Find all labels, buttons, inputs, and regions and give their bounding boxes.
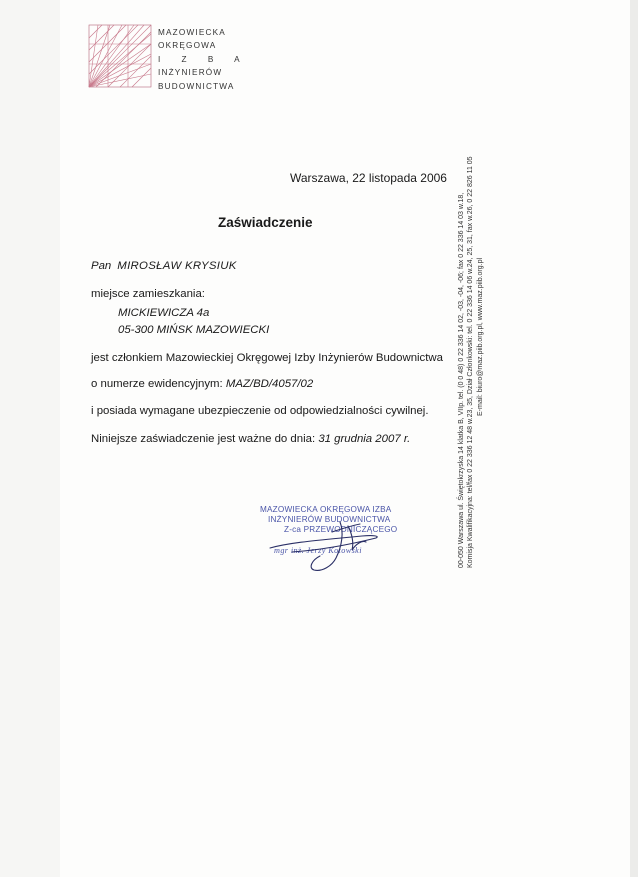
recipient-line xyxy=(91,260,237,272)
contact-phone-line: Komisja Kwalifikacyjna: tel/fax 0 22 336 12 48 w.23, 35, Dział Członkowski: tel. 0 22 336 14 06 w.24, 25, 31, fax w.26, 0 22 826 11 05 xyxy=(467,156,474,568)
chamber-logo-text xyxy=(158,26,249,93)
membership-statement: jest członkiem Mazowieckiej Okręgowej Izby Inżynierów Budownictwa xyxy=(91,352,443,364)
document-title: Zaświadczenie xyxy=(218,215,313,230)
scan-margin-left xyxy=(0,0,60,877)
validity-label: Niniejsze zaświadczenie jest ważne do dnia: xyxy=(91,433,316,445)
logo-line-1: MAZOWIECKA xyxy=(158,28,226,37)
recipient-label: Pan xyxy=(91,260,112,272)
handwritten-signature xyxy=(262,512,392,576)
logo-line-2: OKRĘGOWA xyxy=(158,41,217,51)
registration-label: o numerze ewidencyjnym: xyxy=(91,378,223,390)
stamp-line-3: Z-ca PRZEWODNICZĄCEGO xyxy=(284,525,398,534)
scan-margin-right xyxy=(630,0,638,877)
registration-line xyxy=(91,378,313,390)
validity-line xyxy=(91,433,410,445)
issue-date: Warszawa, 22 listopada 2006 xyxy=(290,171,447,185)
residence-label: miejsce zamieszkania: xyxy=(91,288,205,300)
address-street: MICKIEWICZA 4a xyxy=(118,307,210,319)
validity-date: 31 grudnia 2007 r. xyxy=(318,433,411,445)
stamp-signatory: mgr inż. Jerzy Kotowski xyxy=(274,546,362,555)
logo-line-4: INŻYNIERÓW xyxy=(158,68,223,78)
stamp-line-1: MAZOWIECKA OKRĘGOWA IZBA xyxy=(260,505,392,514)
stamp-line-2: INŻYNIERÓW BUDOWNICTWA xyxy=(268,515,391,524)
insurance-statement: i posiada wymagane ubezpieczenie od odpowiedzialności cywilnej. xyxy=(91,405,429,417)
address-city: 05-300 MIŃSK MAZOWIECKI xyxy=(118,324,270,336)
contact-email-line: E-mail: biuro@maz.piib.org.pl, www.maz.piib.org.pl xyxy=(477,257,484,416)
logo-line-3: I Z B A xyxy=(158,54,250,64)
logo-line-5: BUDOWNICTWA xyxy=(158,81,235,91)
registration-number: MAZ/BD/4057/02 xyxy=(225,378,314,390)
recipient-name: MIROSŁAW KRYSIUK xyxy=(117,260,237,272)
chamber-logo-icon xyxy=(88,24,152,88)
contact-address-line: 00-050 Warszawa ul. Świętokrzyska 14 klatka B, VIIp. tel. (0 0 48) 0 22 336 14 02, -03, -04, -06; fax 0 22 336 14 03 w.18, xyxy=(458,192,465,568)
